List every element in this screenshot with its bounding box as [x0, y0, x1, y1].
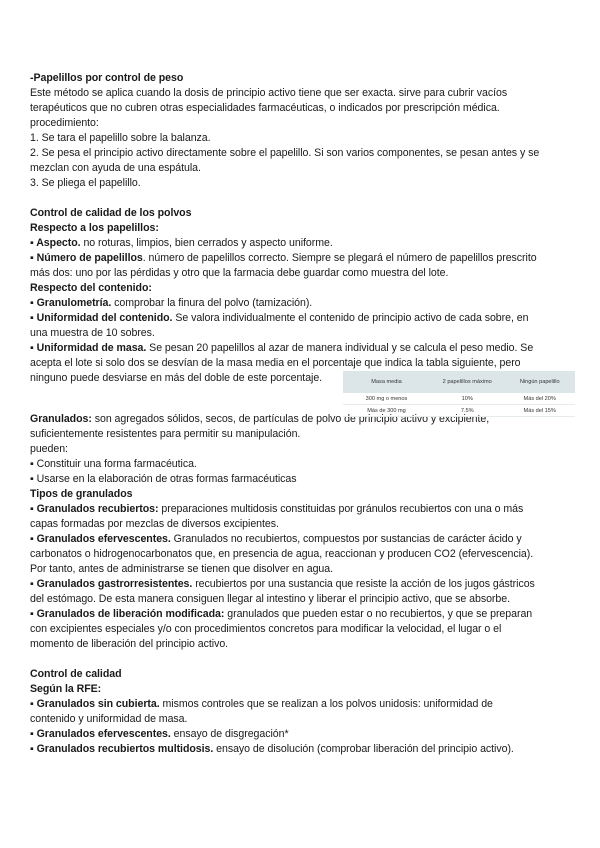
granulados-definition: Granulados: son agregados sólidos, secos, de partículas de polvo de principio activo y excipiente,	[30, 413, 490, 425]
step-line: mezclan con ayuda de una espátula.	[30, 162, 201, 174]
step-line: 1. Se tara el papelillo sobre la balanza.	[30, 132, 211, 144]
paragraph-line: momento de liberación del principio activo.	[30, 638, 229, 650]
table-row	[343, 405, 575, 417]
table-cell: Más del 20%	[504, 393, 575, 405]
paragraph-line: Por tanto, antes de administrarse se tienen que disolver en agua.	[30, 563, 333, 575]
subheading: Según la RFE:	[30, 683, 102, 695]
paragraph-line: del estómago. De esta manera consiguen llegar al intestino y liberar el principio activo, que se absorbe.	[30, 593, 510, 605]
table-cell: 300 mg o menos	[343, 393, 430, 405]
subheading: Respecto a los papelillos:	[30, 222, 159, 234]
step-line: 2. Se pesa el principio activo directamente sobre el papelillo. Si son varios componentes, se pesan antes y se	[30, 147, 540, 159]
subheading: Respecto del contenido:	[30, 282, 152, 294]
paragraph-line: pueden:	[30, 443, 68, 455]
table-cell: Más del 15%	[504, 405, 575, 417]
paragraph-line: con excipientes especiales y/o con procedimientos concretos para modificar la velocidad, el lugar o el	[30, 623, 502, 635]
section-heading: -Papelillos por control de peso	[30, 72, 184, 84]
paragraph-line: procedimiento:	[30, 117, 99, 129]
bullet-uniformidad-contenido: ▪ Uniformidad del contenido. Se valora individualmente el contenido de principio activo de cada sobre, en	[30, 312, 529, 324]
paragraph-line: una muestra de 10 sobres.	[30, 327, 155, 339]
subheading: Tipos de granulados	[30, 488, 133, 500]
paragraph-line: más dos: uno por las pérdidas y otro que la farmacia debe guardar como muestra del lote.	[30, 267, 449, 279]
bullet-aspecto: ▪ Aspecto. no roturas, limpios, bien cerrados y aspecto uniforme.	[30, 237, 333, 249]
paragraph-line: carbonatos o hidrogenocarbonatos que, en presencia de agua, reaccionan y producen CO2 (efervescencia).	[30, 548, 534, 560]
paragraph-line: terapéuticos que no cubren otras especialidades farmacéuticas, o indicados por prescripción médica.	[30, 102, 500, 114]
bullet-numero: ▪ Número de papelillos. número de papelillos correcto. Siempre se plegará el número de papelillos prescrito	[30, 252, 537, 264]
table-cell: 10%	[430, 393, 504, 405]
table-cell: 7.5%	[430, 405, 504, 417]
section-heading: Control de calidad	[30, 668, 122, 680]
list-item: ▪ Usarse en la elaboración de otras formas farmacéuticas	[30, 473, 297, 485]
table-header: Ningún papelillo	[504, 371, 575, 393]
bullet-recubiertos: ▪ Granulados recubiertos: preparaciones multidosis constituidas por gránulos recubiertos con una o más	[30, 503, 524, 515]
list-item: ▪ Constituir una forma farmacéutica.	[30, 458, 197, 470]
paragraph-line: suficientemente resistentes para permitir su manipulación.	[30, 428, 301, 440]
paragraph-line: capas formadas por mezclas de diversos excipientes.	[30, 518, 279, 530]
step-line: 3. Se pliega el papelillo.	[30, 177, 141, 189]
bullet-efervescentes: ▪ Granulados efervescentes. Granulados no recubiertos, compuestos por sustancias de carácter ácido y	[30, 533, 522, 545]
bullet-granulometria: ▪ Granulometría. comprobar la finura del polvo (tamización).	[30, 297, 313, 309]
table-cell: Más de 300 mg	[343, 405, 430, 417]
bullet-efervescentes-control: ▪ Granulados efervescentes. ensayo de disgregación*	[30, 728, 289, 740]
section-heading: Control de calidad de los polvos	[30, 207, 192, 219]
table-row	[343, 393, 575, 405]
bullet-uniformidad-masa: ▪ Uniformidad de masa. Se pesan 20 papelillos al azar de manera individual y se calcula el peso medio. Se	[30, 342, 534, 354]
bullet-liberacion-modificada: ▪ Granulados de liberación modificada: granulados que pueden estar o no recubiertos, y que se preparan	[30, 608, 533, 620]
table-header: 2 papelillos máximo	[430, 371, 504, 393]
masa-table	[343, 371, 575, 417]
table-header: Masa media	[343, 371, 430, 393]
bullet-sin-cubierta: ▪ Granulados sin cubierta. mismos controles que se realizan a los polvos unidosis: uniformidad de	[30, 698, 493, 710]
bullet-gastrorresistentes: ▪ Granulados gastrorresistentes. recubiertos por una sustancia que resiste la acción de los jugos gástricos	[30, 578, 535, 590]
paragraph-line: ninguno puede desviarse en más del doble de este porcentaje.	[30, 372, 323, 384]
paragraph-line: Este método se aplica cuando la dosis de principio activo tiene que ser exacta. sirve para cubrir vacíos	[30, 87, 508, 99]
bullet-multidosis: ▪ Granulados recubiertos multidosis. ensayo de disolución (comprobar liberación del principio activo).	[30, 743, 514, 755]
paragraph-line: acepta el lote si solo dos se desvían de la masa media en el porcentaje que indica la tabla siguiente, pero	[30, 357, 521, 369]
paragraph-line: contenido y uniformidad de masa.	[30, 713, 188, 725]
